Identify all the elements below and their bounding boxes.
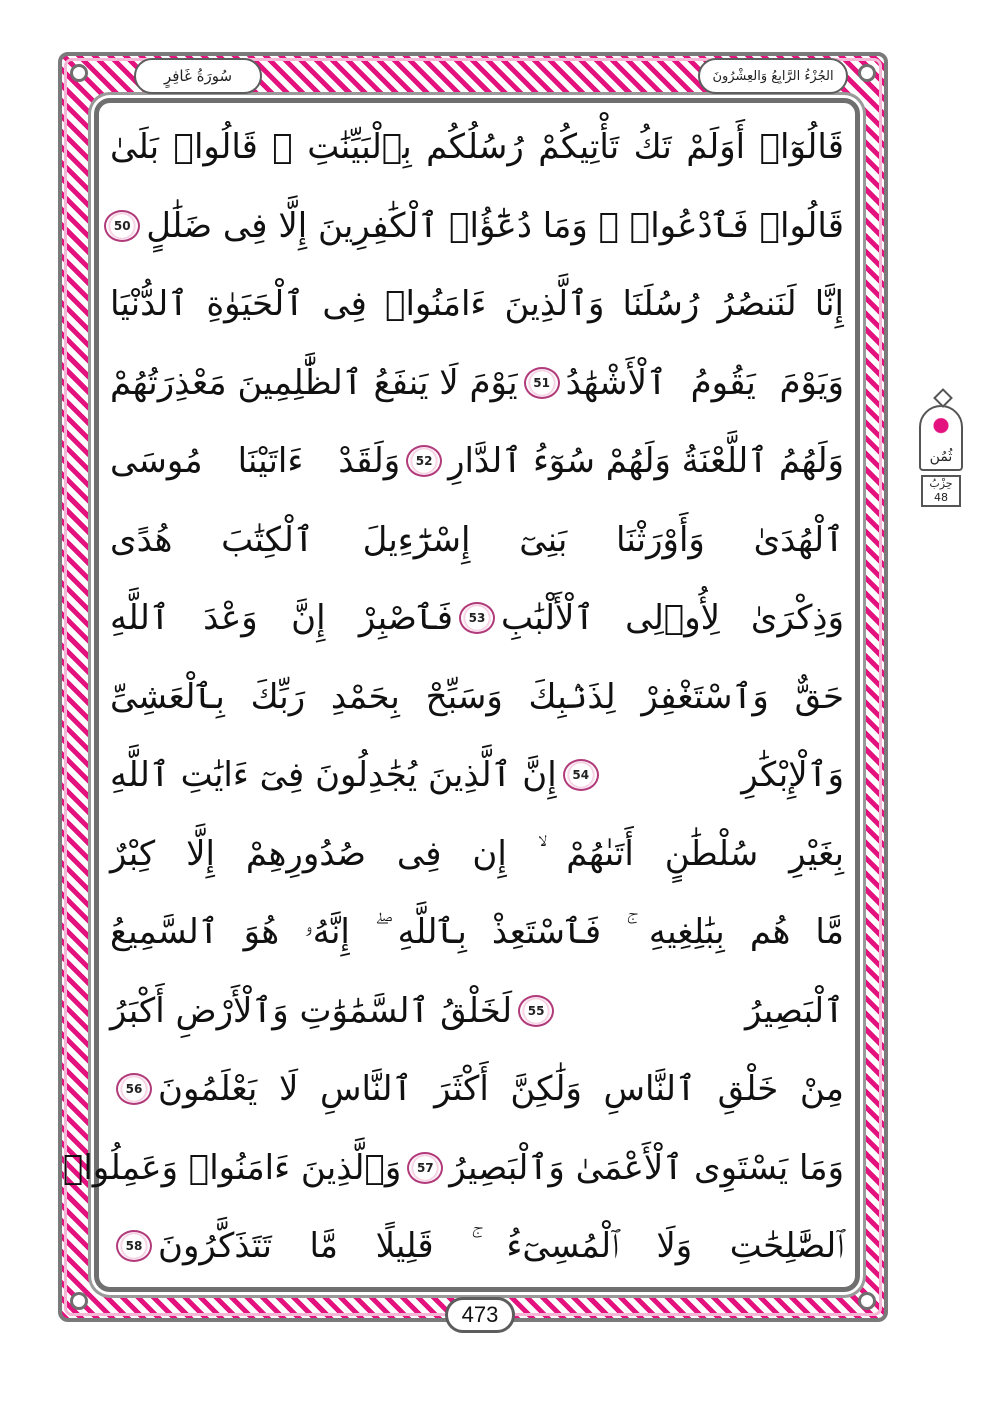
hizb-number: 48: [934, 491, 948, 504]
verse-text: وَلَقَدْ ءَاتَيْنَا مُوسَى: [110, 441, 401, 481]
verse-text: فَٱصْبِرْ إِنَّ وَعْدَ ٱللَّهِ: [110, 598, 453, 638]
verse-line: [62, 1133, 844, 1203]
verse-line: [110, 191, 844, 261]
verse-line: [110, 583, 844, 653]
ayah-number-marker: 50: [104, 210, 140, 242]
verse-text: يَوْمَ لَا يَنفَعُ ٱلظَّٰلِمِينَ مَعْذِرَتُهُمْ: [110, 362, 518, 403]
ayah-number-marker: 52: [406, 445, 442, 477]
verse-line: [110, 740, 844, 810]
verse-line: [110, 112, 844, 182]
verse-text: وَلَهُمُ ٱللَّعْنَةُ وَلَهُمْ سُوٓءُ ٱلدَّارِ: [448, 441, 844, 481]
corner-medallion-icon: [70, 64, 88, 82]
ayah-number-marker: 58: [116, 1230, 152, 1262]
verse-line: [110, 269, 844, 339]
verse-text: لَخَلْقُ ٱلسَّمَٰوَٰتِ وَٱلْأَرْضِ أَكْبَرُ: [110, 990, 513, 1031]
verse-text: وَذِكْرَىٰ لِأُو۟لِى ٱلْأَلْبَٰبِ: [501, 598, 844, 638]
verse-text: قَالُوٓا۟ أَوَلَمْ تَكُ تَأْتِيكُمْ رُسُلُكُم بِٱلْبَيِّنَٰتِ ۖ قَالُوا۟ بَلَىٰ: [110, 127, 844, 167]
surah-name-header: سُورَةُ غَافِرٍ: [134, 58, 262, 94]
rub-el-hizb-icon: [919, 405, 963, 471]
verse-line: [110, 662, 844, 732]
verse-text: وَيَوْمَ يَقُومُ ٱلْأَشْهَٰدُ: [565, 362, 844, 403]
verse-line: [110, 426, 844, 496]
page-number: 473: [445, 1297, 515, 1333]
ayah-number-marker: 51: [524, 367, 560, 399]
ayah-number-marker: 53: [459, 602, 495, 634]
verse-line: [110, 976, 844, 1046]
verse-text: إِنَّا لَنَنصُرُ رُسُلَنَا وَٱلَّذِينَ ءَامَنُوا۟ فِى ٱلْحَيَوٰةِ ٱلدُّنْيَا: [110, 284, 844, 324]
marker-word: ثُمُن: [929, 449, 953, 465]
verse-text: مِنْ خَلْقِ ٱلنَّاسِ وَلَٰكِنَّ أَكْثَرَ ٱلنَّاسِ لَا يَعْلَمُونَ: [158, 1069, 844, 1109]
verse-text: ٱلْبَصِيرُ: [744, 990, 844, 1031]
ayah-number-marker: 55: [518, 995, 554, 1027]
corner-medallion-icon: [70, 1292, 88, 1310]
verse-line: [110, 897, 844, 967]
verse-line: [110, 348, 844, 418]
verse-text: ٱلصَّٰلِحَٰتِ وَلَا ٱلْمُسِىٓءُ ۚ قَلِيلًا مَّا تَتَذَكَّرُونَ: [158, 1226, 844, 1266]
verse-line: [110, 1211, 844, 1281]
verse-text: ٱلْهُدَىٰ وَأَوْرَثْنَا بَنِىٓ إِسْرَٰٓءِيلَ ٱلْكِتَٰبَ هُدًى: [110, 519, 844, 560]
verse-text: إِنَّ ٱلَّذِينَ يُجَٰدِلُونَ فِىٓ ءَايَٰتِ ٱللَّهِ: [110, 755, 557, 795]
hizb-box: [921, 475, 961, 507]
verse-text: وَٱلَّذِينَ ءَامَنُوا۟ وَعَمِلُوا۟: [62, 1147, 402, 1188]
verse-text: وَٱلْإِبْكَٰرِ: [741, 755, 844, 795]
verse-text: حَقٌّ وَٱسْتَغْفِرْ لِذَنۢبِكَ وَسَبِّحْ بِحَمْدِ رَبِّكَ بِٱلْعَشِىِّ: [110, 676, 844, 717]
verse-text: قَالُوا۟ فَٱدْعُوا۟ ۗ وَمَا دُعَٰٓؤُا۟ ٱلْكَٰفِرِينَ إِلَّا فِى ضَلَٰلٍ: [146, 205, 844, 246]
corner-medallion-icon: [858, 1292, 876, 1310]
hizb-marker: [917, 405, 965, 521]
verse-line: [110, 505, 844, 575]
verse-text: وَمَا يَسْتَوِى ٱلْأَعْمَىٰ وَٱلْبَصِيرُ: [449, 1147, 844, 1188]
verse-text: مَّا هُم بِبَٰلِغِيهِ ۚ فَٱسْتَعِذْ بِٱللَّهِ ۖ إِنَّهُۥ هُوَ ٱلسَّمِيعُ: [110, 912, 844, 952]
ayah-number-marker: 57: [407, 1152, 443, 1184]
ayah-number-marker: 56: [116, 1073, 152, 1105]
verse-line: [110, 1054, 844, 1124]
verse-line: [110, 819, 844, 889]
ayah-number-marker: 54: [563, 759, 599, 791]
verse-text: بِغَيْرِ سُلْطَٰنٍ أَتَىٰهُمْ ۙ إِن فِى صُدُورِهِمْ إِلَّا كِبْرٌ: [110, 833, 844, 874]
corner-medallion-icon: [858, 64, 876, 82]
juz-name-header: الجُزْءُ الرَّابِعُ وَالعِشْرُونَ: [698, 58, 848, 94]
hizb-label: حِزْبُ: [929, 477, 953, 490]
